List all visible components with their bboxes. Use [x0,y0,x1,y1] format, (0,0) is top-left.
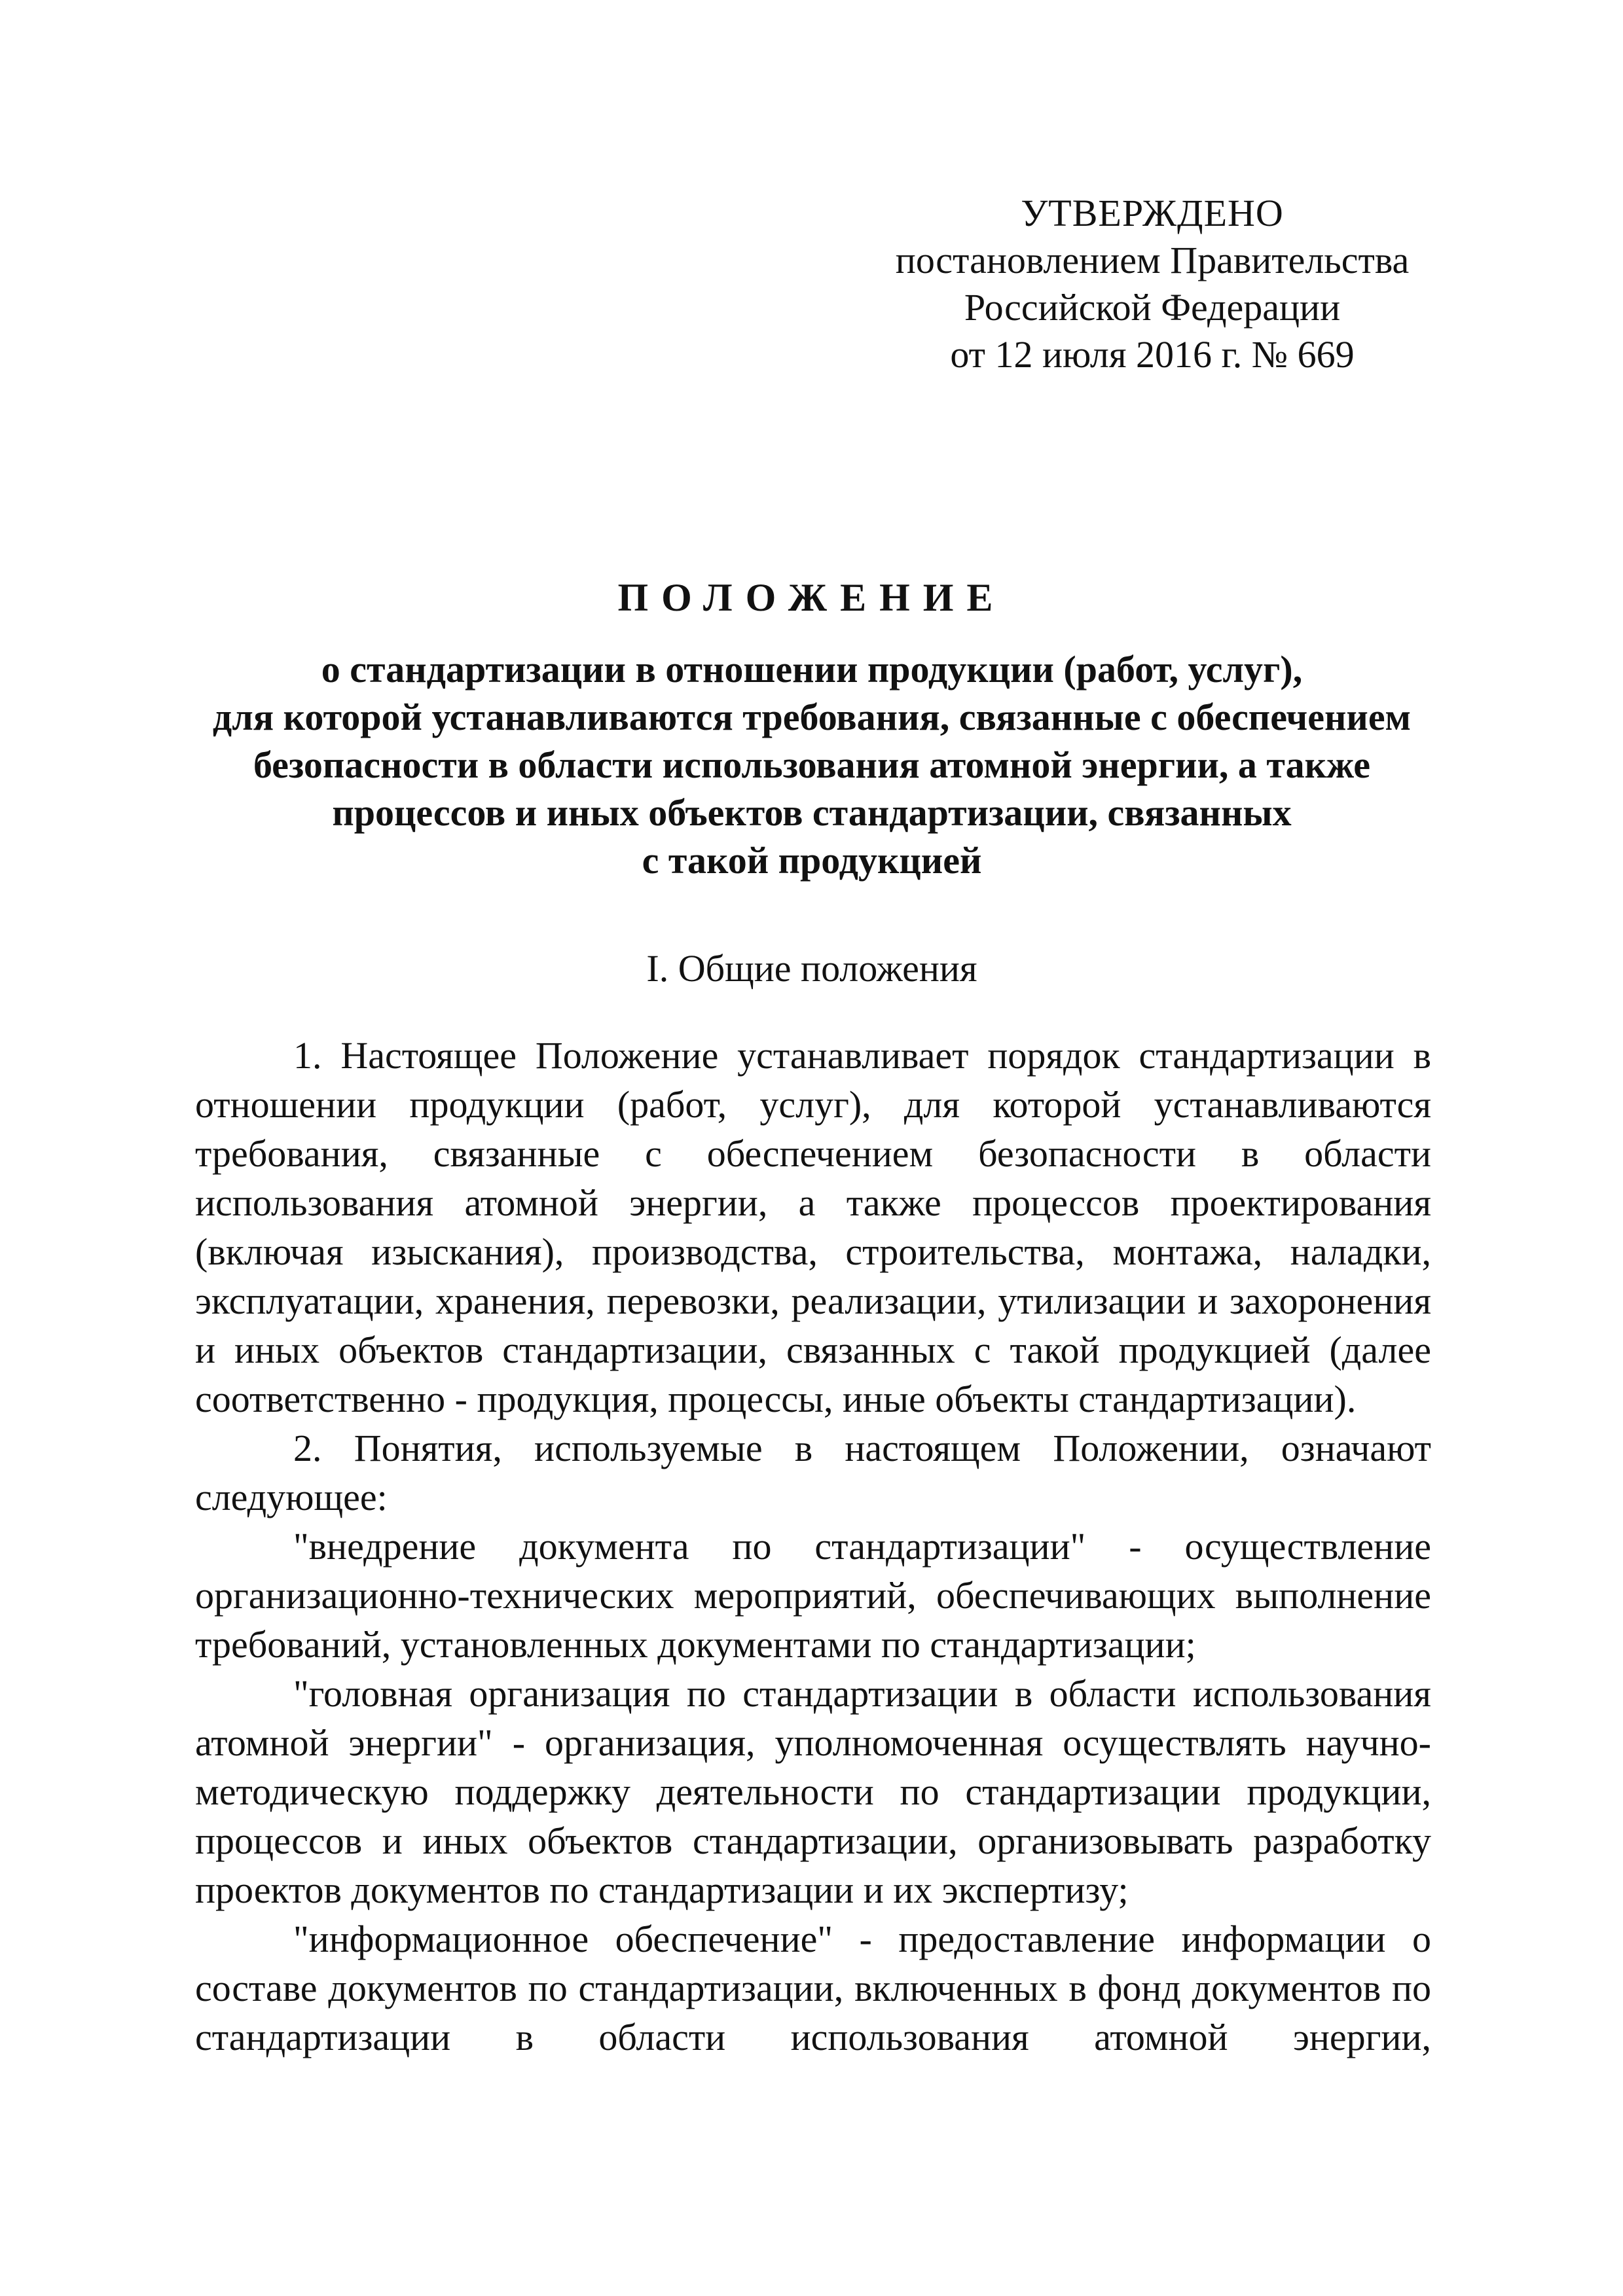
document-title: ПОЛОЖЕНИЕ [617,576,1006,619]
document-subtitle [183,645,1440,884]
subtitle-line: процессов и иных объектов стандартизации, связанных [332,791,1292,834]
approval-line-2: Российской Федерации [964,286,1341,329]
subtitle-line: с такой продукцией [642,839,982,882]
section-heading: I. Общие положения [646,947,977,990]
paragraph-2: 2. Понятия, используемые в настоящем Положении, означают следующее: [195,1427,1431,1518]
document-body [195,1031,1431,2062]
title-block [183,568,1440,884]
definition-head-organization: "головная организация по стандартизации в области использования атомной энергии" - организация, уполномоченная осуществлять научно-методическую поддержку деятельности по стандартизации продукции, процессов и иных объектов стандартизации, организовывать разработку проектов документов по стандартизации и их экспертизу; [195,1672,1431,1911]
paragraph-1: 1. Настоящее Положение устанавливает порядок стандартизации в отношении продукции (работ, услуг), для которой устанавливаются требования, связанные с обеспечением безопасности в области использования атомной энергии, а также процессов проектирования (включая изыскания), производства, строительства, монтажа, наладки, эксплуатации, хранения, перевозки, реализации, утилизации и захоронения и иных объектов стандартизации, связанных с такой продукцией (далее соответственно - продукция, процессы, иные объекты стандартизации). [195,1034,1431,1420]
definition-information-support: "информационное обеспечение" - предоставление информации о составе документов по стандартизации, включенных в фонд документов по стандартизации в области использования атомной энергии, [195,1918,1431,2058]
subtitle-line: для которой устанавливаются требования, связанные с обеспечением [212,696,1412,738]
approval-stamp-word: УТВЕРЖДЕНО [1021,192,1284,234]
subtitle-line: о стандартизации в отношении продукции (работ, услуг), [321,648,1303,691]
approval-line-1: постановлением Правительства [895,239,1410,281]
approval-line-3: от 12 июля 2016 г. № 669 [950,333,1355,376]
definition-implementation: "внедрение документа по стандартизации" - осуществление организационно-технических мероприятий, обеспечивающих выполнение требований, установленных документами по стандартизации; [195,1525,1431,1666]
approval-block [825,190,1480,378]
subtitle-line: безопасности в области использования атомной энергии, а также [253,744,1371,786]
